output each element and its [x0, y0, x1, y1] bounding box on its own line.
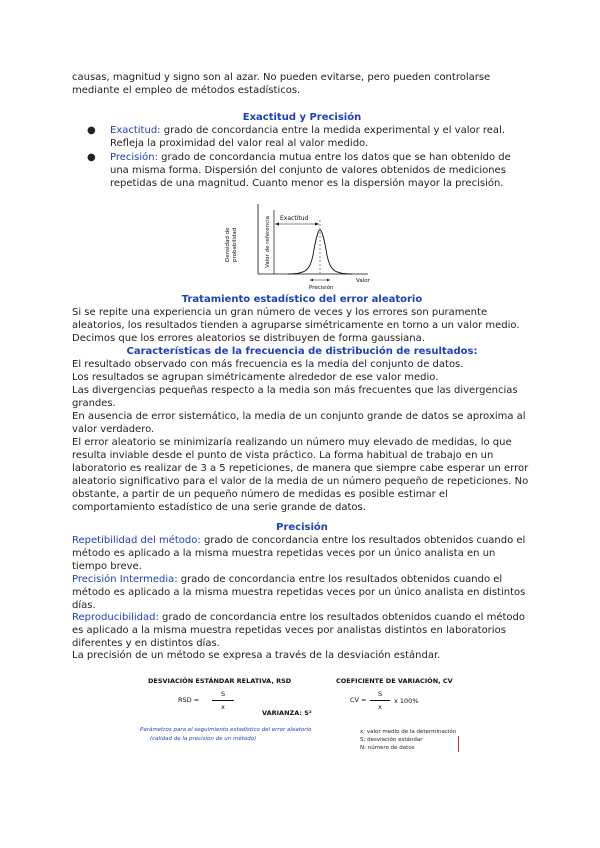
- term-reproducibilidad: Reproducibilidad:: [72, 612, 159, 623]
- varianza-label: VARIANZA: S²: [262, 709, 312, 717]
- definition-text: grado de concordancia entre los resultados obtenidos cuando el método es aplicado a la misma muestra repetidas veces por analistas distintos en laboratorios diferentes y en distintos días.: [72, 612, 526, 649]
- valor-axis-label: Valor: [356, 278, 370, 284]
- cv-times-100: x 100%: [394, 697, 419, 705]
- term-exactitud: Exactitud:: [110, 125, 161, 136]
- cv-title: COEFICIENTE DE VARIACIÓN, CV: [336, 677, 453, 685]
- bullet-icon: ●: [87, 152, 96, 163]
- arrow-head-icon: [310, 279, 313, 281]
- formula-caption-line2: (calidad de la precisión de un método): [150, 736, 257, 742]
- rsd-denominator: x: [221, 703, 225, 711]
- tratamiento-paragraph: Si se repite una experiencia un gran número de veces y los errores son puramente aleatorios, los resultados tienden a agruparse simétricamente en torno a un valor medio. Decimos que los errores aleatorios se distribuyen de forma gaussiana.: [72, 307, 520, 344]
- precision-label: Precisión: [309, 285, 334, 291]
- definition-precision: [72, 151, 532, 190]
- caracteristicas-line-3: Las divergencias pequeñas respecto a la media son más frecuentes que las divergencias grandes.: [72, 385, 518, 409]
- notes-line2: S: desviación estándar: [360, 737, 423, 743]
- cv-denominator: x: [378, 703, 382, 711]
- section-title-tratamiento: Tratamiento estadístico del error aleatorio: [181, 294, 423, 305]
- reference-value-label: Valor de referencia: [265, 215, 271, 268]
- notes-line3: N: número de datos: [360, 745, 415, 751]
- arrow-head-icon: [275, 223, 279, 226]
- term-repetibilidad: Repetibilidad del método:: [72, 535, 201, 546]
- caracteristicas-line-2: Los resultados se agrupan simétricamente alrededor de ese valor medio.: [72, 372, 439, 383]
- y-axis-label-line2: probabilidad: [232, 227, 238, 262]
- section-title-precision: Precisión: [276, 522, 328, 533]
- rsd-fraction-bar: [212, 700, 234, 701]
- formula-caption-line1: Parámetros para el seguimiento estadístico del error aleatorio: [140, 727, 312, 733]
- cv-lhs: CV =: [350, 696, 367, 704]
- section-title-exactitud-precision: Exactitud y Precisión: [242, 112, 362, 123]
- caracteristicas-line-4: En ausencia de error sistemático, la media de un conjunto grande de datos se aproxima al valor verdadero.: [72, 411, 526, 435]
- arrow-head-icon: [315, 223, 319, 226]
- exactitud-label: Exactitud: [280, 215, 309, 222]
- term-precision: Precisión:: [110, 152, 158, 163]
- definition-text: grado de concordancia entre los resultados obtenidos cuando el método es aplicado a la misma muestra repetidas veces por un único analista en un tiempo breve.: [72, 535, 526, 572]
- definition-text: grado de concordancia entre los resultados obtenidos cuando el método es aplicado a la misma muestra repetidas veces por un único analista en distintos días.: [72, 574, 526, 611]
- section-title-caracteristicas: Características de la frecuencia de distribución de resultados:: [126, 346, 478, 357]
- arrow-head-icon: [327, 279, 330, 281]
- rsd-lhs: RSD =: [178, 696, 200, 704]
- caracteristicas-line-5: El error aleatorio se minimizaría realizando un número muy elevado de medidas, lo que resulta inviable desde el punto de vista práctico. La forma habitual de trabajo en un laboratorio es realizar de 3 a 5 repeticiones, de manera que siempre cabe esperar un error aleatorio significativo para el valor de la media de un número pequeño de repeticiones. No obstante, a partir de un pequeño número de medidas es posible estimar el comportamiento estadístico de una serie grande de datos.: [72, 437, 529, 513]
- precision-intermedia: [72, 573, 532, 612]
- notes-line1: x: valor medio de la determinación: [360, 729, 457, 735]
- bullet-icon: ●: [87, 125, 96, 136]
- cv-fraction-bar: [370, 700, 390, 701]
- cv-numerator: S: [378, 690, 383, 698]
- precision-closing: La precisión de un método se expresa a través de la desviación estándar.: [72, 650, 441, 661]
- definition-exactitud: [72, 124, 532, 150]
- definition-text: grado de concordancia mutua entre los datos que se han obtenido de una misma forma. Dispersión del conjunto de valores obtenidos de mediciones repetidas de una magnitud. Cuanto menor es la dispersión mayor la precisión.: [110, 152, 511, 189]
- rsd-title: DESVIACIÓN ESTÁNDAR RELATIVA, RSD: [148, 677, 292, 685]
- red-marker-line: [458, 736, 459, 752]
- gaussian-figure: [218, 200, 378, 292]
- caracteristicas-line-1: El resultado observado con más frecuencia es la media del conjunto de datos.: [72, 359, 464, 370]
- term-precision-intermedia: Precisión Intermedia:: [72, 574, 178, 585]
- precision-repetibilidad: [72, 534, 532, 573]
- definition-text: grado de concordancia entre la medida experimental y el valor real. Refleja la proximidad del valor real al valor medido.: [110, 125, 506, 149]
- definitions-list: [72, 124, 532, 191]
- intro-paragraph: causas, magnitud y signo son al azar. No pueden evitarse, pero pueden controlarse mediante el empleo de métodos estadísticos.: [72, 72, 491, 96]
- rsd-numerator: S: [221, 690, 226, 698]
- precision-reproducibilidad: [72, 611, 532, 650]
- y-axis-label-line1: Densidad de: [225, 227, 231, 262]
